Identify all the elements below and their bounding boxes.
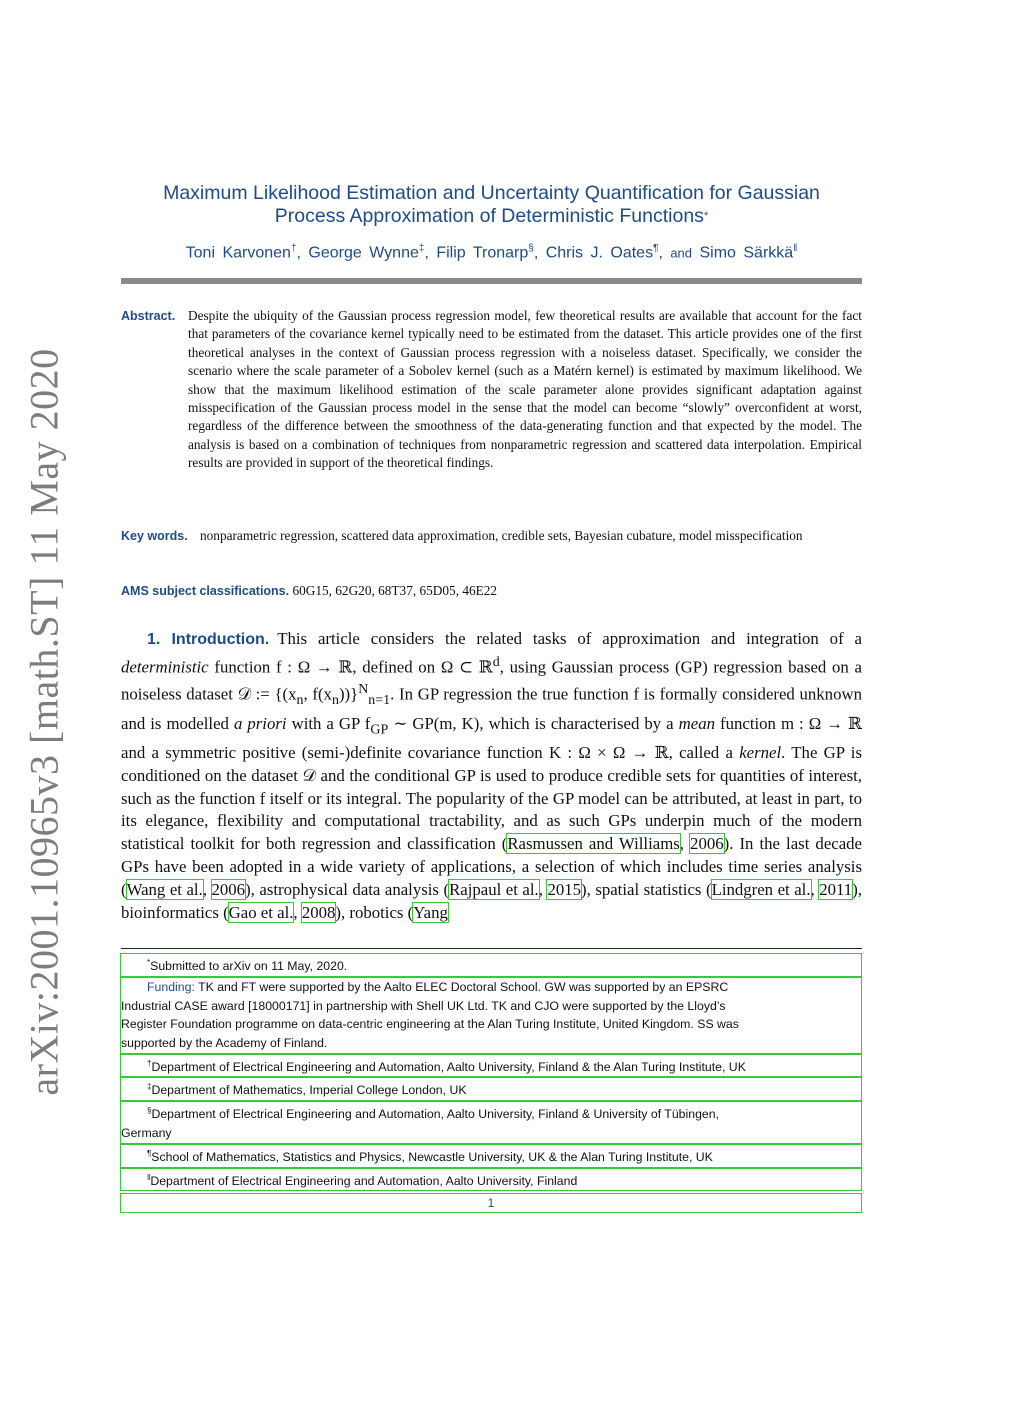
author-name: George Wynne [308,244,419,262]
footnote-text: Department of Electrical Engineering and Automation, Aalto University, Finland & University of Tübingen, [151,1107,720,1122]
intro-text: , f(x [303,684,332,704]
intro-superscript: d [492,654,500,670]
keywords-label: Key words. [121,529,188,543]
citation-link[interactable]: Gao et al. [228,902,294,922]
citation-year-link[interactable]: 2011 [819,879,853,899]
citation-year-link[interactable]: 2006 [690,834,724,854]
intro-subscript: GP [370,722,389,738]
footnote-text: Submitted to arXiv on 11 May, 2020. [150,959,348,974]
footnotes [120,953,862,1213]
keywords-text: nonparametric regression, scattered data approximation, credible sets, Bayesian cubature, model misspecification [200,528,803,543]
footnote-text: TK and FT were supported by the Aalto ELEC Doctoral School. GW was supported by an EPSRC [198,979,729,994]
footnote-text: Department of Electrical Engineering and Automation, Aalto University, Finland & the Alan Turing Institute, UK [151,1059,746,1074]
footnote-text: Germany [121,1126,172,1140]
footnote-mark: ‡ [147,1082,152,1092]
intro-text: . The GP is conditioned on the dataset 𝒟 and the conditional GP is used to produce credible sets for quantities of interest, such as the function f itself or its integral. The popularity of the GP model can be attributed, at least in part, to its elegance, flexibility and computational tractability, and as such GPs underpin much of the modern statistical toolkit for both regression and classification ( [121,743,862,854]
title-footnote-mark[interactable]: * [703,210,709,222]
intro-text: ). In the last decade GPs have been adopted in a wide variety of applications, a selection of which includes time series analysis ( [121,834,862,899]
footnote-mark: ¶ [147,1148,152,1158]
footnote-rule [121,948,862,949]
footnote-text: Department of Electrical Engineering and Automation, Aalto University, Finland [150,1173,578,1188]
section-heading: 1. Introduction. [147,631,270,648]
abstract-text: Despite the ubiquity of the Gaussian process regression model, few theoretical results are available that account for the fact that parameters of the covariance kernel typically need to be estimated from the dataset. This article provides one of the first theoretical analyses in the context of Gaussian process regression with a noiseless dataset. Specifically, we consider the scenario where the scale parameter of a Sobolev kernel (such as a Matérn kernel) is estimated by maximum likelihood. We show that the maximum likelihood estimation of the scale parameter alone provides significant adaptation against misspecification of the Gaussian process model in the sense that the model can become “slowly” overconfident at worst, regardless of the difference between the smoothness of the data-generating function and that expected by the model. The analysis is based on a combination of techniques from nonparametric regression and scattered data interpolation. Empirical results are provided in support of the theoretical findings. [188,308,862,471]
intro-emphasis: a priori [233,713,287,733]
intro-text: function f : Ω → ℝ, defined on Ω ⊂ ℝ [208,657,493,677]
ams-text: 60G15, 62G20, 68T37, 65D05, 46E22 [292,583,498,598]
paper-title [121,182,862,228]
funding-label: Funding: [147,979,195,994]
footnote-funding[interactable] [120,977,862,1054]
footnote-text: supported by the Academy of Finland. [121,1035,328,1050]
footnote-affiliation[interactable] [120,1054,862,1078]
ams-label: AMS subject classifications. [121,584,290,598]
author-name: Filip Tronarp [436,244,529,262]
intro-text: ), spatial statistics ( [581,879,712,899]
intro-text: ))} [338,684,359,704]
author-list: Toni Karvonen†, George Wynne‡, Filip Tronarp§, Chris J. Oates¶, and Simo Särkkä‖ [185,243,798,262]
intro-text: function m : Ω → ℝ and a symmetric positive (semi-)definite covariance function K : Ω × Ω → ℝ, called a [121,713,862,763]
footnote-submitted[interactable] [120,953,862,977]
abstract-label: Abstract. [121,309,176,323]
intro-text: This article considers the related tasks of approximation and integration of a [277,629,862,648]
author-mark[interactable]: § [528,243,534,254]
intro-text: . In GP regression the true function f is formally considered unknown and is modelled [121,684,862,733]
ams-classifications [121,582,862,600]
intro-emphasis: deterministic [121,657,209,677]
author-name: Chris J. Oates [545,244,654,262]
intro-emphasis: kernel [739,743,782,763]
page-number: 1 [120,1193,862,1213]
intro-text: ), bioinformatics ( [121,879,862,922]
footnote-mark: § [147,1106,152,1116]
arxiv-id: arXiv:2001.10965v3 [math.ST] 11 May 2020 [21,348,67,1096]
footnote-text: Register Foundation programme on data-centric engineering at the Alan Turing Institute, United Kingdom. SS was [121,1017,739,1032]
citation-link[interactable]: Lindgren et al. [711,879,811,899]
intro-text: ), robotics ( [335,902,414,922]
intro-text: ), astrophysical data analysis ( [245,879,450,899]
intro-subscript: n [296,693,304,709]
footnote-text: Department of Mathematics, Imperial College London, UK [151,1083,467,1098]
footnote-mark: † [147,1058,152,1068]
author-mark[interactable]: ‡ [418,243,425,254]
title-rule [121,278,862,284]
citation-year-link[interactable]: 2006 [211,879,246,899]
citation-link[interactable]: Yang [413,902,448,922]
intro-superscript: N [358,682,369,698]
footnote-mark: ‖ [147,1172,151,1182]
author-name: Toni Karvonen [185,244,291,262]
citation-link[interactable]: Rasmussen and Williams [507,834,680,854]
intro-subscript: n [331,693,339,709]
footnote-text: School of Mathematics, Statistics and Physics, Newcastle University, UK & the Alan Turing Institute, UK [151,1149,713,1164]
footnote-affiliation[interactable] [120,1077,862,1101]
author-mark[interactable]: † [290,243,297,254]
citation-year-link[interactable]: 2008 [301,902,336,922]
intro-text: , using Gaussian process (GP) regression based on a noiseless dataset 𝒟 := {(x [121,657,862,704]
intro-subscript: n=1 [368,693,391,709]
author-name: Simo Särkkä [699,244,794,262]
footnote-affiliation[interactable] [120,1101,862,1144]
footnote-affiliation[interactable] [120,1168,862,1192]
intro-text: ∼ GP(m, K), which is characterised by a [388,713,679,733]
citation-link[interactable]: Wang et al. [126,879,203,899]
footnote-mark: * [147,958,151,967]
and-word: and [670,245,693,261]
abstract [121,307,862,473]
intro-emphasis: mean [678,713,715,733]
introduction-paragraph: 1. Introduction. This article considers the related tasks of approximation and integration of a deterministic function f : Ω → ℝ, defined on Ω ⊂ ℝ$^d$, using Gaussian process (GP) regression based on a noiseless dataset 𝒟 := {($x_n$, $f(x_n))\}^N_{n=1}$. In GP regression the true function f is formally considered unknown and is modelled a priori with a GP $f_{GP}$ ∼ GP(m, K), which is characterised by a mean function m : Ω → ℝ and a symmetric positive (semi-)definite covariance function K : Ω × Ω → ℝ, called a kernel. The GP is conditioned on the dataset 𝒟 and the conditional GP is used to produce credible sets for quantities of interest, such as the function f itself or its integral. The popularity of the GP model can be attributed, at least in part, to its elegance, flexibility and computational tractability, and as such GPs underpin much of the modern statistical toolkit for both regression and classification (Rasmussen and Williams, 2006). In the last decade GPs have been adopted in a wide variety of applications, a selection of which includes time series analysis (Wang et al., 2006), astrophysical data analysis (Rajpaul et al., 2015), spatial statistics (Lindgren et al., 2011), bioinformatics (Gao et al., 2008), robotics (Yang [121,629,862,922]
author-mark[interactable]: ¶ [653,243,659,254]
citation-link[interactable]: Rajpaul et al. [449,879,539,899]
footnote-affiliation[interactable] [120,1144,862,1168]
author-mark[interactable]: ‖ [793,243,798,254]
citation-year-link[interactable]: 2015 [547,879,582,899]
title-line-2: Process Approximation of Deterministic Functions [274,205,704,227]
keywords [121,527,862,545]
arxiv-stamp [14,348,74,1096]
title-line-1: Maximum Likelihood Estimation and Uncertainty Quantification for Gaussian [163,182,820,204]
footnote-text: Industrial CASE award [18000171] in partnership with Shell UK Ltd. TK and CJO were supported by the Lloyd’s [121,998,726,1013]
intro-text: with a GP f [286,713,371,733]
